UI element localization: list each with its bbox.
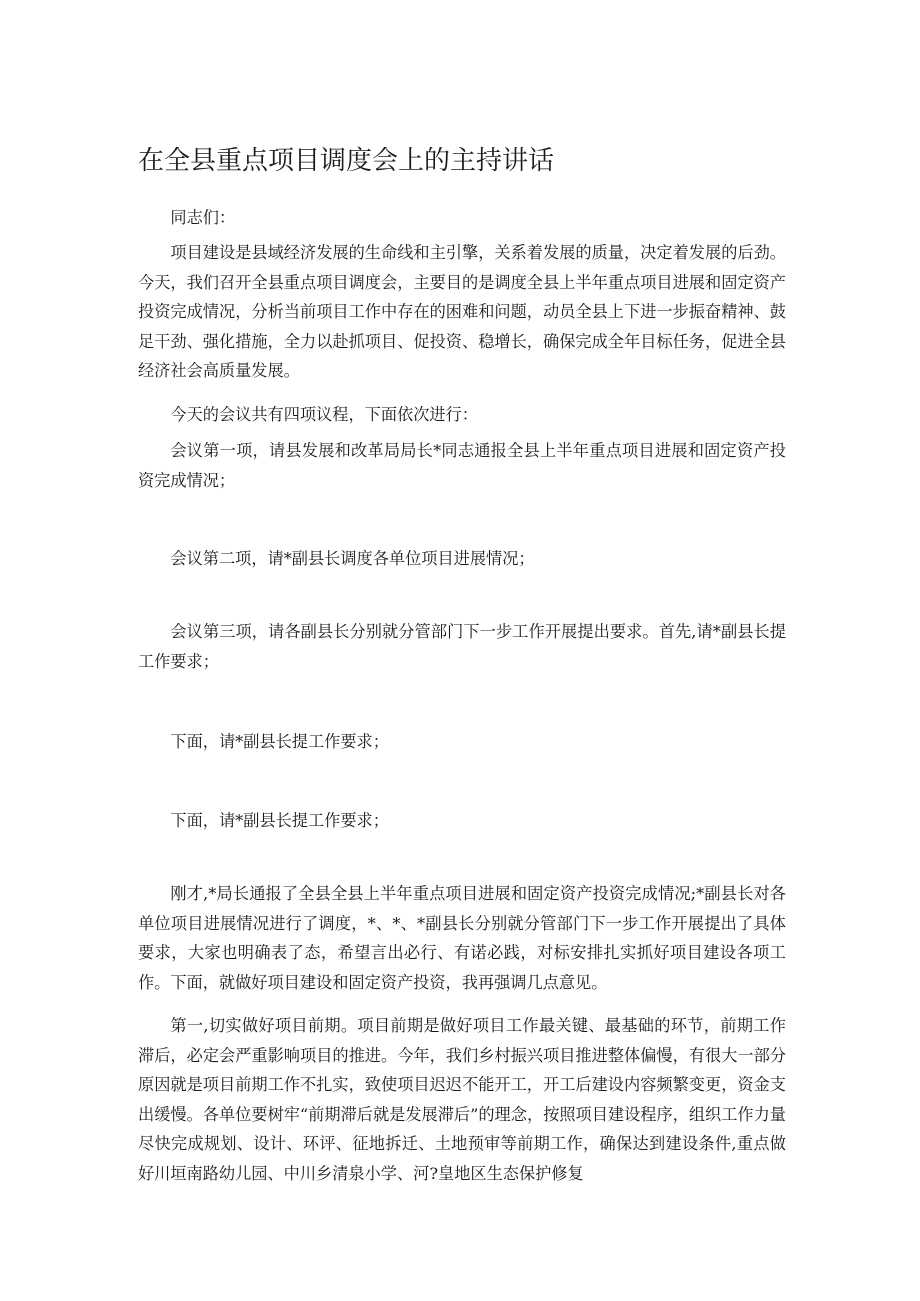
point-one-paragraph: 第一,切实做好项目前期。项目前期是做好项目工作最关键、最基础的环节，前期工作滞后，必定会严重影响项目的推进。今年，我们乡村振兴项目推进整体偏慢，有很大一部分原因就是项目前期工作不扎实，致使项目迟迟不能开工，开工后建设内容频繁变更，资金支出缓慢。各单位要树牢“前期滞后就是发展滞后”的理念，按照项目建设程序，组织工作力量尽快完成规划、设计、环评、征地拆迁、土地预审等前期工作，确保达到建设条件,重点做好川垣南路幼儿园、中川乡清泉小学、河?皇地区生态保护修复 [138,1016,786,1183]
agenda-item-2-paragraph: 会议第二项，请*副县长调度各单位项目进展情况； [170,549,535,568]
next-speaker-paragraph-2: 下面，请*副县长提工作要求； [170,811,389,830]
document-title: 在全县重点项目调度会上的主持讲话 [138,146,555,176]
agenda-intro-paragraph: 今天的会议共有四项议程，下面依次进行： [170,405,478,424]
salutation-paragraph: 同志们： [170,208,236,227]
summary-paragraph: 刚才,*局长通报了全县全县上半年重点项目进展和固定资产投资完成情况;*副县长对各单位项目进展情况进行了调度，*、*、*副县长分别就分管部门下一步工作开展提出了具体要求，大家也明确表了态，希望言出必行、有诺必践，对标安排扎实抓好项目建设各项工作。下面，就做好项目建设和固定资产投资，我再强调几点意见。 [138,884,786,992]
intro-paragraph: 项目建设是县域经济发展的生命线和主引擎，关系着发展的质量，决定着发展的后劲。今天，我们召开全县重点项目调度会，主要目的是调度全县上半年重点项目进展和固定资产投资完成情况，分析当前项目工作中存在的困难和问题，动员全县上下进一步振奋精神、鼓足干劲、强化措施，全力以赴抓项目、促投资、稳增长，确保完成全年目标任务，促进全县经济社会高质量发展。 [138,243,786,380]
agenda-item-3-paragraph: 会议第三项，请各副县长分别就分管部门下一步工作开展提出要求。首先,请*副县长提工作要求； [138,622,786,671]
next-speaker-paragraph-1: 下面，请*副县长提工作要求； [170,732,389,751]
agenda-item-1-paragraph: 会议第一项，请县发展和改革局局长*同志通报全县上半年重点项目进展和固定资产投资完成情况； [138,441,786,490]
